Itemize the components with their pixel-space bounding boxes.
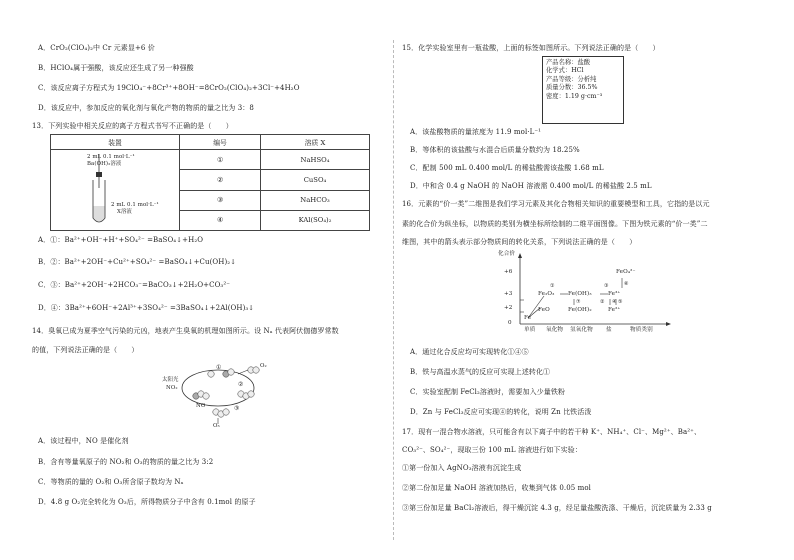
x-cat-salt: 盐 (606, 327, 612, 333)
node-feo4: FeO₄²⁻ (616, 269, 636, 275)
sunlight-label: 太阳光 (162, 377, 179, 383)
step-1-label: ① (216, 364, 222, 371)
q13-stem: 13．下列实验中相关反应的离子方程式书写不正确的是（ ） (32, 122, 233, 130)
row-1-number: ① (180, 150, 261, 170)
q13-table (50, 134, 370, 231)
label-line-2: 化学式：HCl (546, 67, 584, 75)
arrow-label-4: ④ (612, 299, 617, 305)
q17-stem-line-2: CO₃²⁻、SO₄²⁻，现取三份 100 mL 溶液进行如下实验： (402, 446, 582, 454)
q13-option-c: C．③：Ba²⁺+2OH⁻+2HCO₃⁻=BaCO₃↓+2H₂O+CO₃²⁻ (38, 281, 231, 289)
q17-step-3: ③第三份加足量 BaCl₂溶液后，得干燥沉淀 4.3 g，经足量盐酸洗涤、干燥后，沉淀质量为 2.33 g (402, 504, 712, 512)
y-tick-zero: 0 (508, 320, 512, 326)
step-2-label: ② (238, 381, 244, 388)
apparatus-top-label-2: Ba(OH)₂溶液 (87, 161, 122, 167)
arrow-label-3: ③ (604, 283, 609, 289)
arrow-label-2: ② (600, 299, 605, 305)
row-1-solute: NaHSO₄ (261, 150, 370, 170)
q12-option-a: A．CrO₂(ClO₄)₂中 Cr 元素显+6 价 (38, 44, 155, 52)
y-tick-plus3: +3 (504, 291, 513, 297)
label-line-3: 产品等级：分析纯 (546, 75, 597, 83)
table-header-solute: 溶质 X (261, 135, 370, 150)
arrow-label-1: ① (550, 283, 555, 289)
q17-stem-line-1: 17．现有一混合物水溶液，只可能含有以下离子中的若干种 K⁺、NH₄⁺、Cl⁻、Mg²⁺、Ba²⁺、 (402, 428, 702, 436)
q16-stem-line-3: 维图，其中的箭头表示部分物质间的转化关系，下列说法正确的是（ ） (402, 238, 637, 246)
q16-option-c: C．实验室配制 FeCl₂溶液时，需要加入少量铁粉 (410, 388, 566, 396)
x-cat-hydroxide: 氢氧化物 (570, 327, 593, 333)
q15-option-c: C．配制 500 mL 0.400 mol/L 的稀盐酸需该盐酸 1.68 mL (410, 164, 604, 172)
table-header-apparatus: 装置 (51, 135, 180, 150)
step-3-label: ③ (234, 405, 240, 412)
apparatus-bottom-label: 2 mL 0.1 mol·L⁻¹ (111, 202, 159, 208)
node-feoh3: Fe(OH)₃ (568, 291, 592, 297)
node-feo: FeO (538, 307, 550, 313)
node-fe2: Fe²⁺ (608, 307, 621, 313)
y-axis-label: 化合价 (498, 251, 516, 257)
iron-valence-class-diagram (500, 252, 680, 336)
row-3-number: ③ (180, 190, 261, 210)
y-tick-plus2: +2 (504, 305, 513, 311)
q14-option-c: C．等物质的量的 O₂和 O₃所含原子数均为 Nₐ (38, 478, 184, 486)
q17-step-1: ①第一份加入 AgNO₃溶液有沉淀生成 (402, 464, 522, 472)
no2-label: NO₂ (166, 385, 178, 391)
q16-option-b: B．铁与高温水蒸气的反应可实现上述转化① (410, 368, 551, 376)
q15-option-d: D．中和含 0.4 g NaOH 的 NaOH 溶液需 0.400 mol/L 的稀盐酸 2.5 mL (410, 182, 652, 190)
table-header-number: 编号 (180, 135, 261, 150)
no-label: NO (196, 403, 206, 409)
node-fe2o3: Fe₂O₃ (538, 291, 555, 297)
label-line-4: 质量分数：36.5% (546, 84, 598, 92)
q14-option-a: A．该过程中，NO 是催化剂 (38, 437, 129, 445)
row-3-solute: NaHCO₃ (261, 190, 370, 210)
o3-label: O₃ (213, 423, 220, 429)
q15-option-a: A．该盐酸物质的量浓度为 11.9 mol·L⁻¹ (410, 128, 542, 136)
arrow-label-5: ⑤ (618, 299, 623, 305)
arrow-label-6: ⑥ (624, 281, 629, 287)
ozone-mechanism-figure (156, 360, 276, 430)
row-4-number: ④ (180, 210, 261, 230)
q13-option-b: B．②：Ba²⁺+2OH⁻+Cu²⁺+SO₄²⁻ =BaSO₄↓+Cu(OH)₂↓ (38, 258, 237, 266)
apparatus-top-label: 2 mL 0.1 mol·L⁻¹ (87, 154, 135, 160)
q14-stem-line-2: 的值，下列说法正确的是（ ） (32, 346, 139, 354)
q14-stem-line-1: 14．臭氧已成为夏季空气污染的元凶，地表产生臭氧的机理如图所示。设 Nₐ 代表阿伏伽德罗常数 (32, 327, 339, 335)
apparatus-cell (51, 150, 180, 231)
q13-option-d: D．④：3Ba²⁺+6OH⁻+2Al³⁺+3SO₄²⁻ =3BaSO₄↓+2Al(OH)₃↓ (38, 304, 255, 312)
x-cat-element: 单质 (524, 327, 536, 333)
q14-option-b: B．含有等量氧原子的 NO₂和 O₃的物质的量之比为 3:2 (38, 458, 214, 466)
q12-option-d: D．该反应中，参加反应的氧化剂与氧化产物的物质的量之比为 3：8 (38, 104, 254, 112)
q15-option-b: B．等体积的该盐酸与水混合后质量分数约为 18.25% (410, 146, 580, 154)
y-tick-plus6: +6 (504, 269, 513, 275)
q13-option-a: A．①：Ba²⁺+OH⁻+H⁺+SO₄²⁻ =BaSO₄↓+H₂O (38, 236, 204, 244)
label-line-1: 产品名称：盐酸 (546, 59, 591, 66)
q16-stem-line-2: 素的化合价为纵坐标，以物质的类别为横坐标所绘制的二维平面图像。下图为铁元素的“价一类”二 (402, 220, 708, 228)
row-4-solute: KAl(SO₄)₂ (261, 210, 370, 230)
node-fe: Fe (524, 315, 532, 321)
apparatus-bottom-label-2: X溶液 (117, 209, 132, 215)
hcl-reagent-label (542, 56, 624, 124)
x-axis-label: 物质类别 (630, 327, 653, 333)
q12-option-b: B．HClO₄属于强酸，该反应还生成了另一种强酸 (38, 64, 194, 72)
row-2-solute: CuSO₄ (261, 170, 370, 190)
q14-option-d: D．4.8 g O₂完全转化为 O₃后，所得物质分子中含有 0.1mol 的原子 (38, 498, 256, 506)
column-divider (393, 40, 394, 540)
row-2-number: ② (180, 170, 261, 190)
q16-option-d: D．Zn 与 FeCl₃反应可实现④的转化，说明 Zn 比铁活泼 (410, 408, 592, 416)
q15-stem: 15．化学实验室里有一瓶盐酸，上面的标签如图所示。下列说法正确的是（ ） (402, 44, 660, 52)
q17-step-2: ②第二份加足量 NaOH 溶液加热后，收集到气体 0.05 mol (402, 484, 592, 492)
node-fe3: Fe³⁺ (608, 291, 621, 297)
q16-option-a: A．通过化合反应均可实现转化①④⑤ (410, 348, 529, 356)
q16-stem-line-1: 16．元素的“价一类”二维图是我们学习元素及其化合物相关知识的重要模型和工具，它指的是以元 (402, 200, 710, 208)
x-cat-oxide: 氧化物 (546, 327, 564, 333)
node-feoh2: Fe(OH)₂ (568, 307, 592, 313)
arrow-label-7: ⑦ (576, 299, 581, 305)
label-line-5: 密度：1.19 g·cm⁻³ (546, 92, 603, 100)
o2-label: O₂ (260, 363, 267, 369)
q12-option-c: C．该反应离子方程式为 19ClO₄⁻+8Cr³⁺+8OH⁻=8CrO₂(ClO₄)₂+3Cl⁻+4H₂O (38, 84, 300, 92)
